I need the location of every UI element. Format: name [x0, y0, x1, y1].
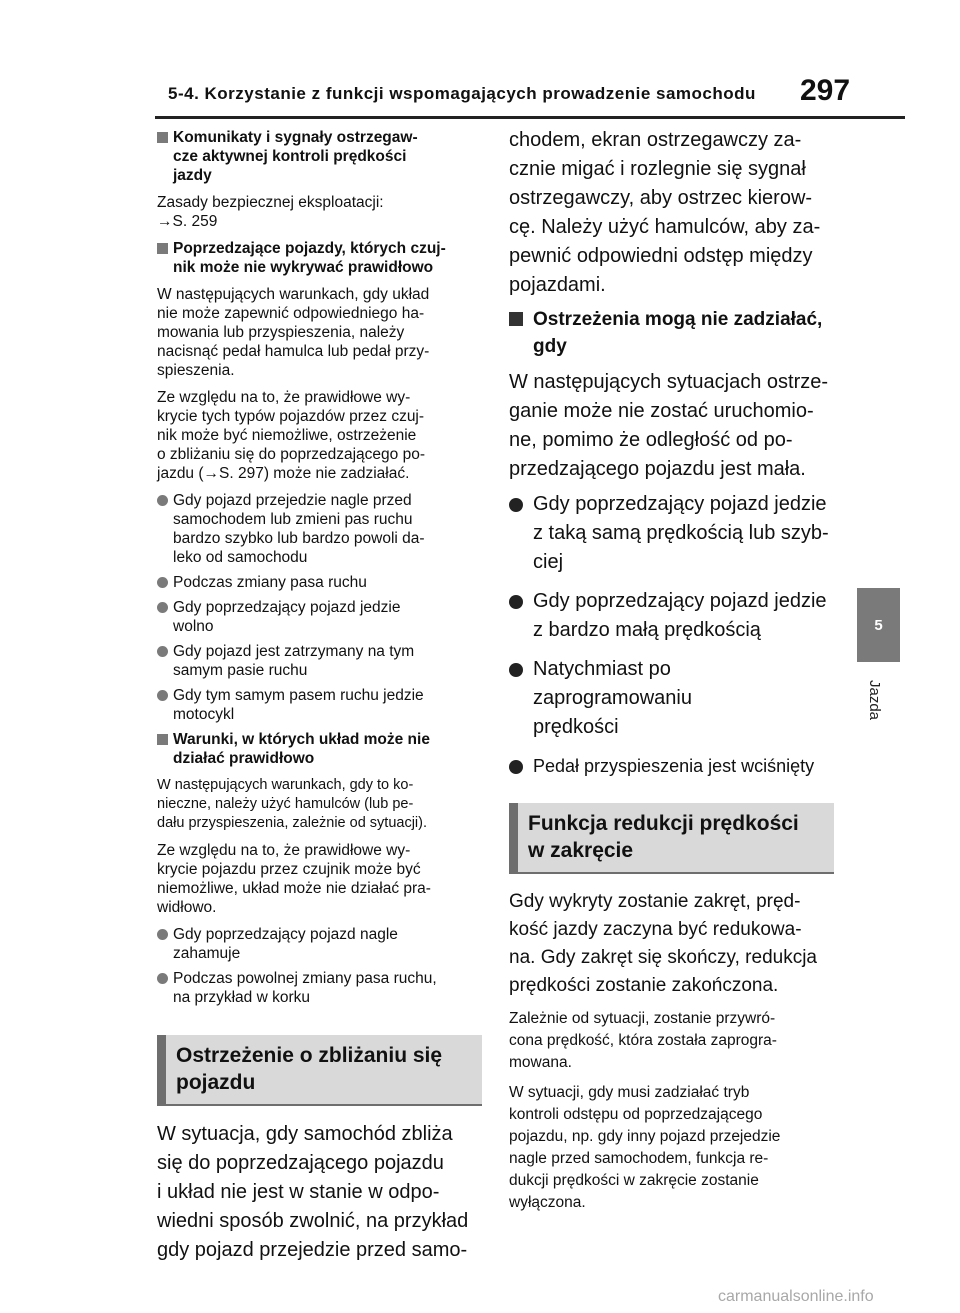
list-item-text: Gdy pojazd jest zatrzymany na tym samym pasie ruchu — [173, 643, 415, 679]
list-item-text: Gdy pojazd przejedzie nagle przed samochodem lub zmieni pas ruchu bardzo szybko lub bardzo powoli da- leko od samochodu — [173, 492, 425, 566]
list-item — [509, 752, 834, 781]
list-item — [157, 925, 482, 963]
subheading-text: Ostrzeżenia mogą nie zadziałać, gdy — [533, 309, 823, 357]
list-item — [157, 598, 482, 636]
safety-reference: Zasady bezpiecznej eksploatacji: →S. 259 — [157, 194, 384, 230]
chapter-label: Jazda — [866, 680, 883, 721]
paragraph: Zależnie od sytuacji, zostanie przywró- cona prędkość, która została zaprogra- mowana. — [509, 1010, 777, 1071]
round-bullet-icon — [157, 690, 168, 701]
round-bullet-icon — [157, 602, 168, 613]
subheading-undetected-vehicles — [157, 239, 482, 277]
list-item — [157, 642, 482, 680]
square-bullet-icon — [157, 132, 168, 143]
paragraph: Ze względu na to, że prawidłowe wy- krycie pojazdu przez czujnik może być niemożliwe, układ może nie działać pra- widłowo. — [157, 842, 431, 916]
page-number: 297 — [800, 74, 851, 107]
left-column — [157, 128, 482, 1271]
header-divider — [155, 116, 905, 119]
list-item — [509, 490, 834, 577]
paragraph: W następujących warunkach, gdy układ nie może zapewnić odpowiedniego ha- mowania lub przyspieszenia, należy nacisnąć pedał hamulca lub pedał przy- spieszenia. — [157, 286, 430, 379]
square-bullet-icon — [509, 312, 523, 326]
chapter-tab[interactable] — [857, 588, 900, 662]
list-item — [509, 587, 834, 645]
list-item — [509, 655, 834, 742]
section-heading-approach-warning: Ostrzeżenie o zbliżaniu się pojazdu — [157, 1035, 482, 1106]
subheading-conditions — [157, 730, 482, 768]
list-item-text: Gdy poprzedzający pojazd jedzie z bardzo małą prędkością — [533, 590, 827, 641]
subheading-text: Warunki, w których układ może nie działać prawidłowo — [173, 731, 430, 767]
paragraph: W następujących warunkach, gdy to ko- nieczne, należy użyć hamulców (lub pe- dału przyspieszenia, zależnie od sytuacji). — [157, 777, 427, 831]
section-heading-curve-speed-reduction: Funkcja redukcji prędkości w zakręcie — [509, 803, 834, 874]
chapter-number: 5 — [874, 616, 883, 634]
paragraph: Ze względu na to, że prawidłowe wy- krycie tych typów pojazdów przez czuj- nik może być niemożliwe, ostrzeżenie o zbliżaniu się do poprzedzającego po- jazdu (→S. 297) może nie zadziałać. — [157, 389, 425, 482]
round-bullet-icon — [157, 495, 168, 506]
list-item-text: Gdy poprzedzający pojazd nagle zahamuje — [173, 926, 398, 962]
square-bullet-icon — [157, 734, 168, 745]
round-bullet-icon — [157, 646, 168, 657]
list-item-text: Pedał przyspieszenia jest wciśnięty — [533, 756, 815, 776]
round-bullet-icon — [157, 973, 168, 984]
paragraph: W sytuacja, gdy samochód zbliża się do poprzedzającego pojazdu i układ nie jest w stanie w odpo- wiedni sposób zwolnić, na przykład gdy pojazd przejedzie przed samo- — [157, 1123, 469, 1261]
round-bullet-icon — [509, 663, 523, 677]
subheading-text: Poprzedzające pojazdy, których czuj- nik może nie wykrywać prawidłowo — [173, 240, 446, 276]
square-bullet-icon — [157, 243, 168, 254]
round-bullet-icon — [509, 595, 523, 609]
right-column — [509, 126, 834, 1222]
list-item-text: Gdy poprzedzający pojazd jedzie z taką samą prędkością lub szyb- ciej — [533, 493, 829, 573]
watermark: carmanualsonline.info — [718, 1288, 874, 1305]
round-bullet-icon — [157, 929, 168, 940]
subheading-text: Komunikaty i sygnały ostrzegaw- cze aktywnej kontroli prędkości jazdy — [173, 129, 418, 184]
list-item-text: Gdy poprzedzający pojazd jedzie wolno — [173, 599, 401, 635]
list-item-text: Natychmiast po zaprogramowaniu prędkości — [533, 658, 692, 738]
list-item — [157, 573, 482, 592]
round-bullet-icon — [509, 498, 523, 512]
list-item — [157, 491, 482, 567]
subheading-warning-messages — [157, 128, 482, 185]
list-item-text: Gdy tym samym pasem ruchu jedzie motocykl — [173, 687, 424, 723]
page-header-title: 5-4. Korzystanie z funkcji wspomagających prowadzenie samochodu — [168, 84, 756, 103]
paragraph: chodem, ekran ostrzegawczy za- cznie migać i rozlegnie się sygnał ostrzegawczy, aby ostrzec kierow- cę. Należy użyć hamulców, aby za- pewnić odpowiedni odstęp między pojazdami. — [509, 129, 821, 296]
list-item — [157, 969, 482, 1007]
paragraph: Gdy wykryty zostanie zakręt, pręd- kość jazdy zaczyna być redukowa- na. Gdy zakręt się skończy, redukcja prędkości zostanie zakończona. — [509, 891, 817, 996]
subheading-warnings-may-fail — [509, 306, 834, 360]
round-bullet-icon — [157, 577, 168, 588]
round-bullet-icon — [509, 760, 523, 774]
list-item — [157, 686, 482, 724]
paragraph: W sytuacji, gdy musi zadziałać tryb kontroli odstępu od poprzedzającego pojazdu, np. gdy inny pojazd przejedzie nagle przed samochodem, funkcja re- dukcji prędkości w zakręcie zostanie wyłączona. — [509, 1084, 781, 1211]
list-item-text: Podczas zmiany pasa ruchu — [173, 574, 367, 591]
list-item-text: Podczas powolnej zmiany pasa ruchu, na przykład w korku — [173, 970, 437, 1006]
paragraph: W następujących sytuacjach ostrze- ganie może nie zostać uruchomio- ne, pomimo że odległość od po- przedzającego pojazdu jest mała. — [509, 371, 829, 480]
